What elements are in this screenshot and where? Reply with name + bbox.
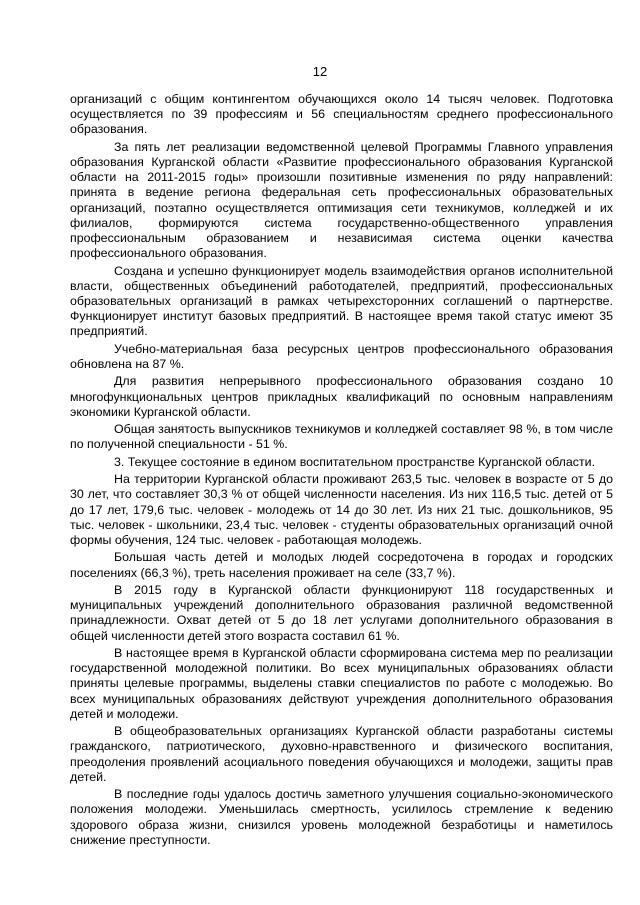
page-number: 12 [312, 64, 328, 79]
paragraph: На территории Курганской области проживают 263,5 тыс. человек в возрасте от 5 до 30 лет, что составляет 30,3 % от общей численности населения. Из них 116,5 тыс. детей от 5 до 17 лет, 179,6 тыс. человек - молодежь от 14 до 30 лет. Из них 21 тыс. дошкольников, 95 тыс. человек - школьники, 23,4 тыс. человек - студенты образовательных организаций очной формы обучения, 124 тыс. человек - работающая молодежь. [70, 472, 613, 547]
paragraph: Большая часть детей и молодых людей сосредоточена в городах и городских поселениях (66,3 %), треть населения проживает на селе (33,7 %). [70, 550, 613, 580]
paragraph: В последние годы удалось достичь заметного улучшения социально-экономического положения молодежи. Уменьшилась смертность, усилилось стремление к ведению здорового образа жизни, снизился уровень молодежной безработицы и наметилось снижение преступности. [70, 787, 613, 847]
paragraph: Создана и успешно функционирует модель взаимодействия органов исполнительной власти, общественных объединений работодателей, предприятий, профессиональных образовательных организаций в рамках четырехсторонних соглашений о партнерстве. Функционирует институт базовых предприятий. В настоящее время такой статус имеют 35 предприятий. [70, 263, 613, 339]
paragraph: В общеобразовательных организациях Курганской области разработаны системы гражданского, патриотического, духовно-нравственного и физического воспитания, преодоления проявлений асоциального поведения обучающихся и молодежи, защиты прав детей. [70, 724, 613, 784]
paragraph: Для развития непрерывного профессионального образования создано 10 многофункциональных центров прикладных квалификаций по основным направлениям экономики Курганской области. [70, 374, 613, 419]
paragraph: организаций с общим контингентом обучающихся около 14 тысяч человек. Подготовка осуществляется по 39 профессиям и 56 специальностям среднего профессионального образования. [70, 92, 613, 137]
document-body [70, 92, 613, 850]
paragraph: В 2015 году в Курганской области функционируют 118 государственных и муниципальных учреждений дополнительного образования различной ведомственной принадлежности. Охват детей от 5 до 18 лет услугами дополнительного образования в общей численности детей этого возраста составил 61 %. [70, 582, 613, 643]
paragraph: В настоящее время в Курганской области сформирована система мер по реализации государственной молодежной политики. Во всех муниципальных образованиях области приняты целевые программы, выделены ставки специалистов по работе с молодежью. Во всех муниципальных образованиях действуют учреждения дополнительного образования детей и молодежи. [70, 645, 613, 721]
paragraph: Учебно-материальная база ресурсных центров профессионального образования обновлена на 87 %. [70, 341, 613, 372]
section-heading: 3. Текущее состояние в едином воспитательном пространстве Курганской области. [114, 454, 596, 469]
paragraph: За пять лет реализации ведомственной целевой Программы Главного управления образования Курганской области «Развитие профессионального образования Курганской области на 2011-2015 годы» произошли позитивные изменения по ряду направлений: принята в ведение региона федеральная сеть профессиональных образовательных организаций, поэтапно осуществляется оптимизация сети техникумов, колледжей и их филиалов, формируются система государственно-общественного управления профессиональным образованием и независимая система оценки качества профессионального образования. [70, 139, 613, 261]
paragraph: Общая занятость выпускников техникумов и колледжей составляет 98 %, в том числе по полученной специальности - 51 %. [70, 422, 613, 452]
